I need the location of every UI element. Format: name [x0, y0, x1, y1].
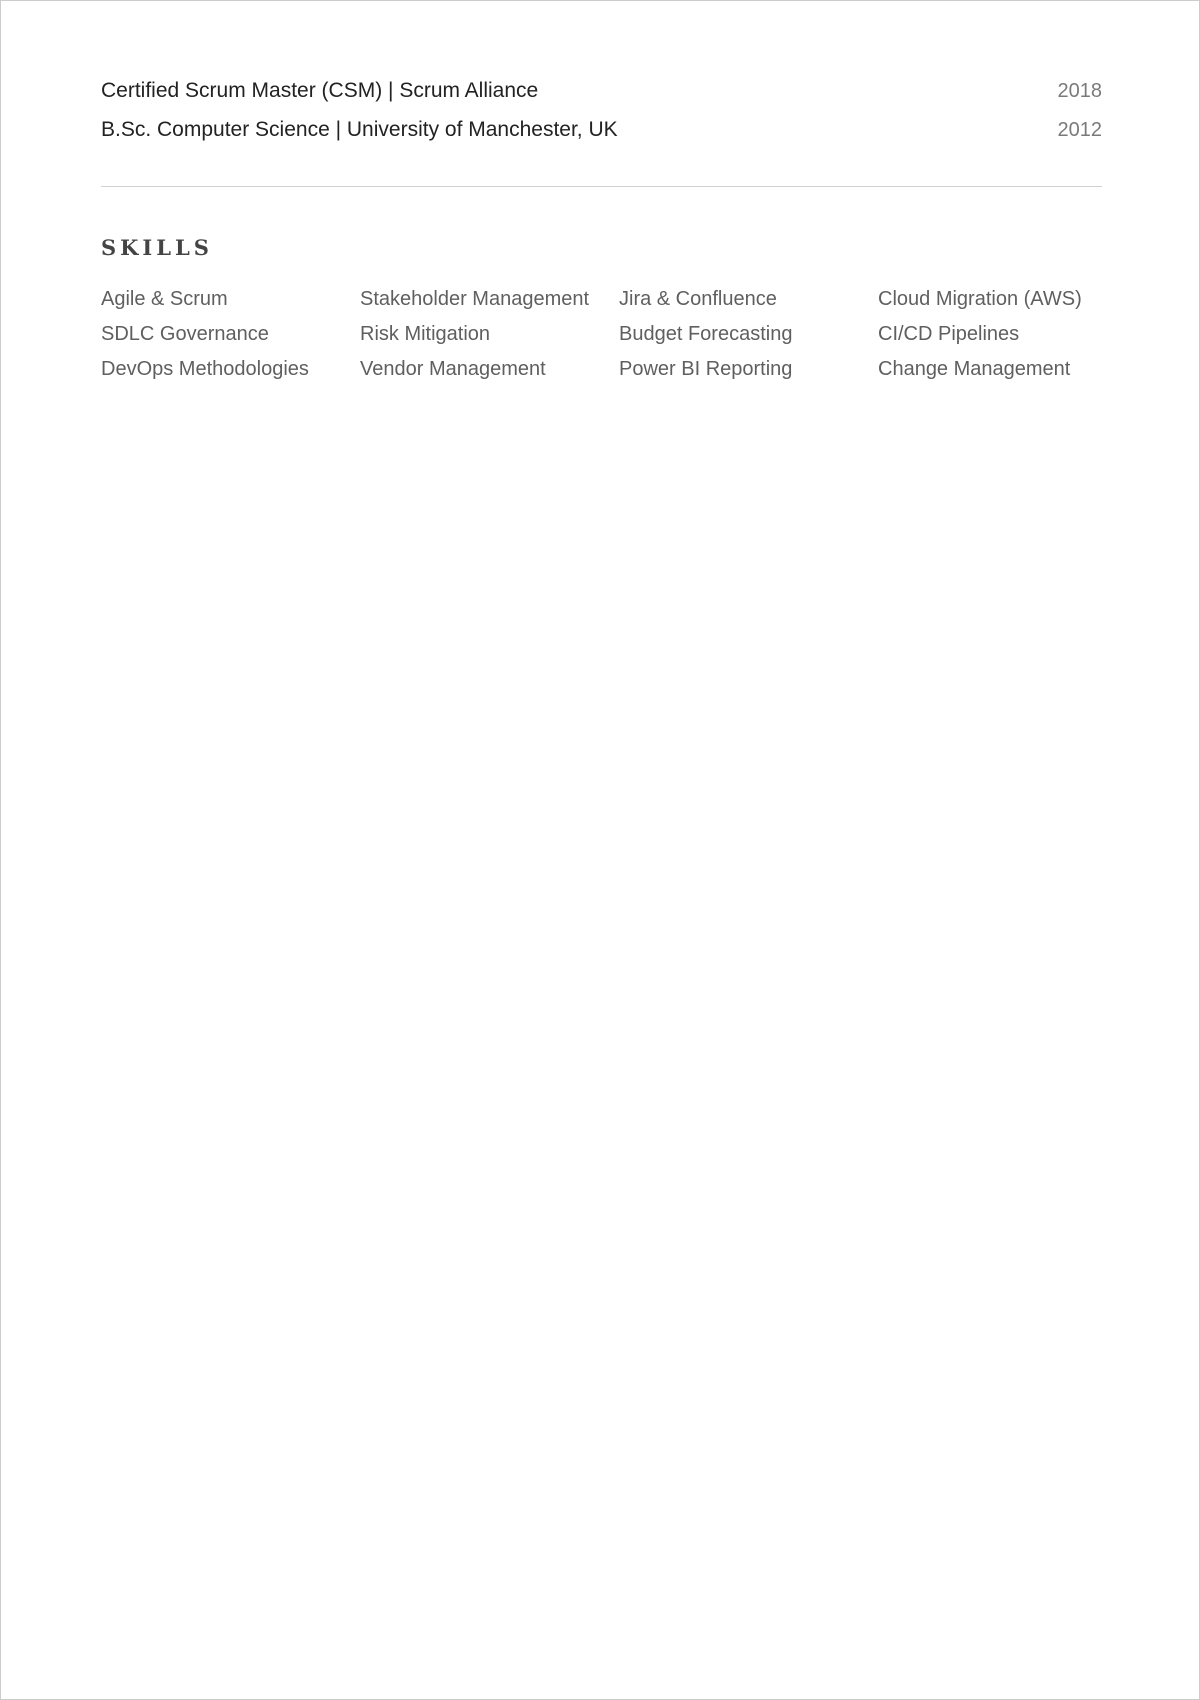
skill-item: Cloud Migration (AWS) — [878, 288, 1082, 310]
education-entry-year: 2012 — [1057, 119, 1102, 141]
education-entry — [101, 115, 1102, 145]
education-entry-year: 2018 — [1057, 80, 1102, 102]
skill-item: CI/CD Pipelines — [878, 323, 1020, 345]
skill-item: Change Management — [878, 358, 1071, 380]
skill-item: Vendor Management — [360, 358, 546, 380]
skill-item: DevOps Methodologies — [101, 358, 309, 380]
education-entry — [101, 76, 1102, 106]
skill-item: Agile & Scrum — [101, 288, 228, 310]
skill-item: SDLC Governance — [101, 323, 269, 345]
education-entry-title: B.Sc. Computer Science | University of Manchester, UK — [101, 118, 618, 141]
education-entry-title: Certified Scrum Master (CSM) | Scrum Alliance — [101, 79, 539, 102]
skills-grid — [101, 287, 1102, 381]
section-divider — [101, 186, 1102, 187]
skill-item: Stakeholder Management — [360, 288, 590, 310]
skill-item: Jira & Confluence — [619, 288, 777, 310]
skill-item: Risk Mitigation — [360, 323, 491, 345]
skill-item: Power BI Reporting — [619, 358, 793, 380]
skill-item: Budget Forecasting — [619, 323, 793, 345]
skills-heading: SKILLS — [101, 235, 213, 260]
